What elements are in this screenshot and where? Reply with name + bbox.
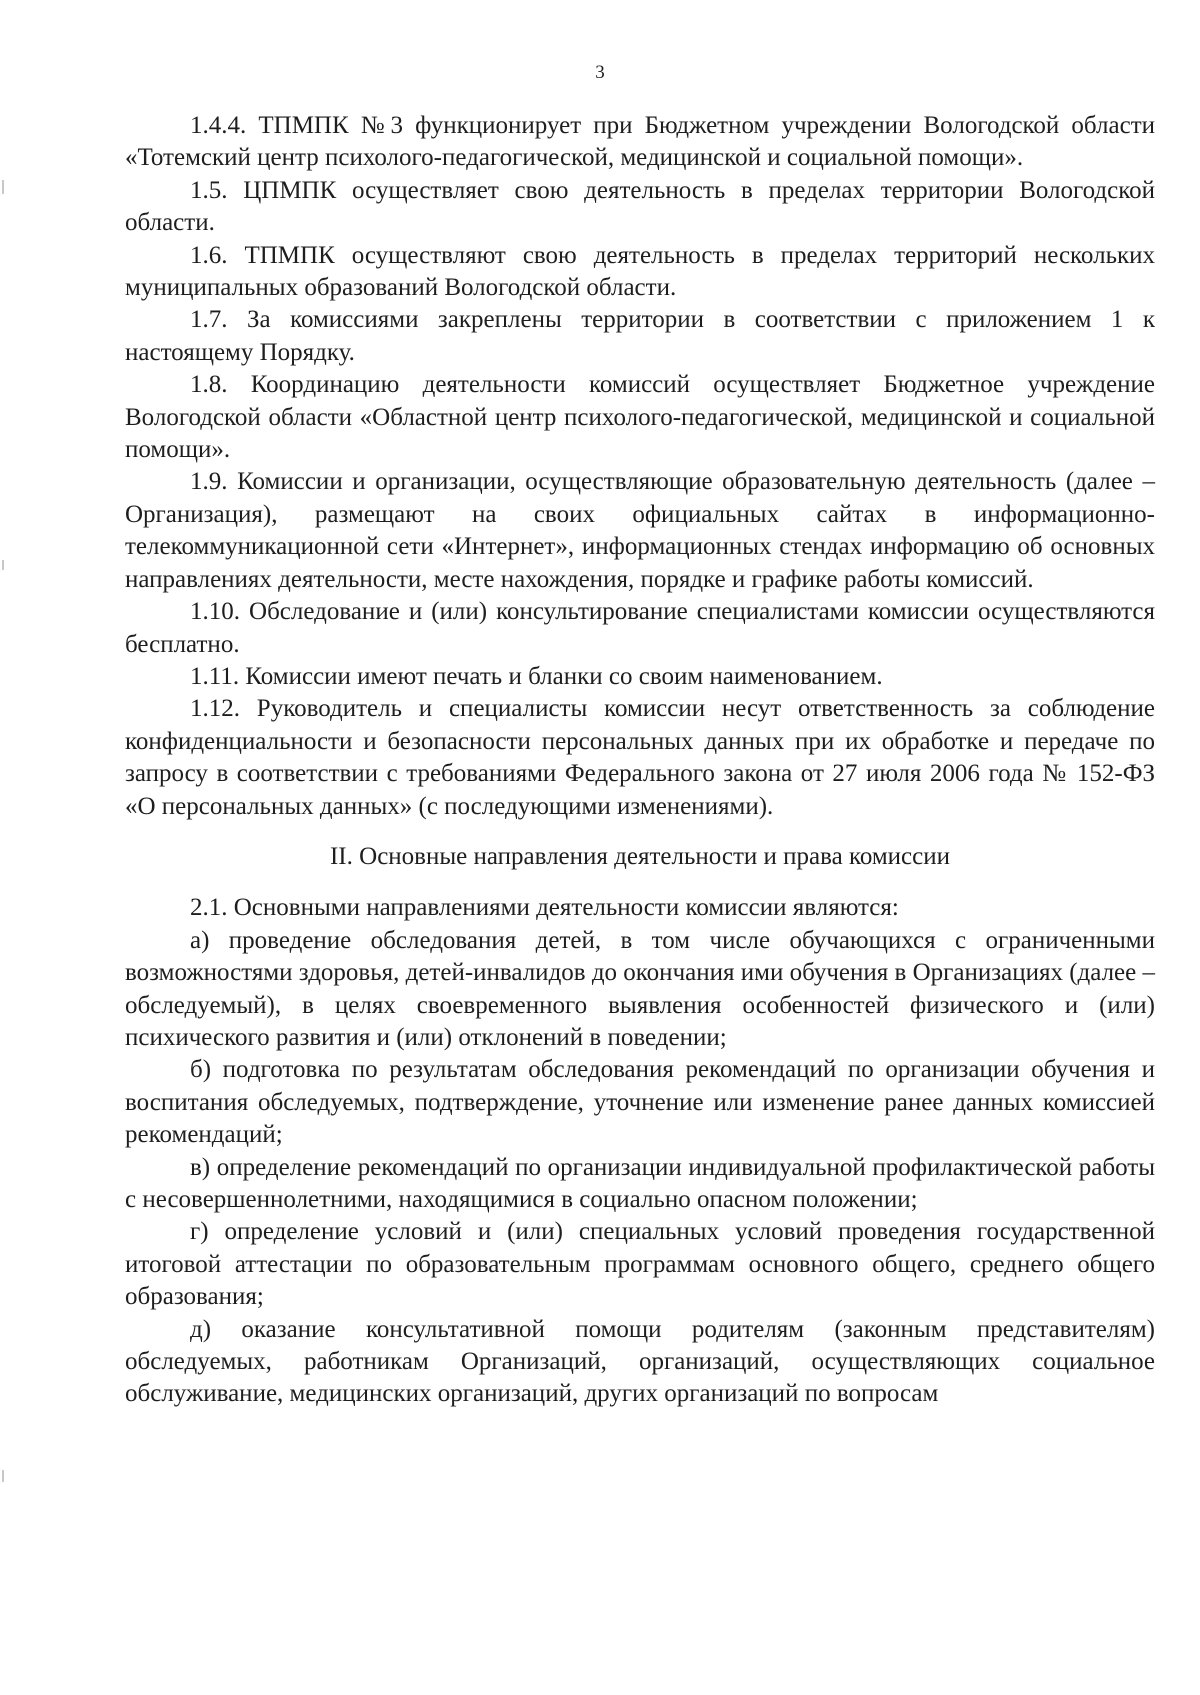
paragraph-1-6: 1.6. ТПМПК осуществляют свою деятельность в пределах территорий нескольких муниципальных образований Вологодской области. bbox=[125, 241, 1155, 302]
paragraph-1-4-4: 1.4.4. ТПМПК №3 функционирует при Бюджетном учреждении Вологодской области «Тотемский центр психолого-педагогической, медицинской и социальной помощи». bbox=[125, 112, 1155, 172]
paragraph-1-11: 1.11. Комиссии имеют печать и бланки со своим наименованием. bbox=[190, 662, 883, 690]
list-item-a: а) проведение обследования детей, в том числе обучающихся с ограниченными возможностями здоровья, детей-инвалидов до окончания ими обучения в Организациях (далее – обследуемый), в целях своевременного выявления особенностей физического и (или) психического развития и (или) отклонений в поведении; bbox=[125, 926, 1155, 1051]
list-item-b: б) подготовка по результатам обследования рекомендаций по организации обучения и воспитания обследуемых, подтверждение, уточнение или изменение ранее данных комиссией рекомендаций; bbox=[125, 1056, 1155, 1149]
list-item-v: в) определение рекомендаций по организации индивидуальной профилактической работы с несовершеннолетними, находящимися в социально опасном положении; bbox=[125, 1153, 1155, 1213]
page-number: 3 bbox=[595, 62, 605, 83]
paragraph-2-1: 2.1. Основными направлениями деятельности комиссии являются: bbox=[190, 894, 899, 922]
section-heading: II. Основные направления деятельности и права комиссии bbox=[329, 842, 951, 870]
paragraph-1-5: 1.5. ЦПМПК осуществляет свою деятельность в пределах территории Вологодской области. bbox=[125, 176, 1155, 237]
scan-edge-mark bbox=[2, 560, 4, 570]
list-item-g: г) определение условий и (или) специальных условий проведения государственной итоговой аттестации по образовательным программам основного общего, среднего общего образования; bbox=[125, 1218, 1155, 1311]
paragraph-1-9: 1.9. Комиссии и организации, осуществляющие образовательную деятельность (далее – Организация), размещают на своих официальных сайтах в информационно-телекоммуникационной сети «Интернет», информационных стендах информацию об основных направлениях деятельности, месте нахождения, порядке и графике работы комиссий. bbox=[125, 468, 1155, 593]
paragraph-1-7: 1.7. За комиссиями закреплены территории в соответствии с приложением 1 к настоящему Порядку. bbox=[125, 306, 1155, 366]
paragraph-1-10: 1.10. Обследование и (или) консультирование специалистами комиссии осуществляются бесплатно. bbox=[125, 598, 1155, 658]
list-item-d: д) оказание консультативной помощи родителям (законным представителям) обследуемых, работникам Организаций, организаций, осуществляющих социальное обслуживание, медицинских организаций, других организаций по вопросам bbox=[125, 1315, 1155, 1408]
document-body bbox=[125, 110, 1155, 1411]
scan-edge-mark bbox=[2, 1470, 4, 1482]
scan-edge-mark bbox=[2, 180, 4, 194]
paragraph-1-12: 1.12. Руководитель и специалисты комиссии несут ответственность за соблюдение конфиденциальности и безопасности персональных данных при их обработке и передаче по запросу в соответствии с требованиями Федерального закона от 27 июля 2006 года № 152-ФЗ «О персональных данных» (с последующими изменениями). bbox=[125, 695, 1155, 820]
paragraph-1-8: 1.8. Координацию деятельности комиссий осуществляет Бюджетное учреждение Вологодской области «Областной центр психолого-педагогической, медицинской и социальной помощи». bbox=[125, 371, 1155, 464]
